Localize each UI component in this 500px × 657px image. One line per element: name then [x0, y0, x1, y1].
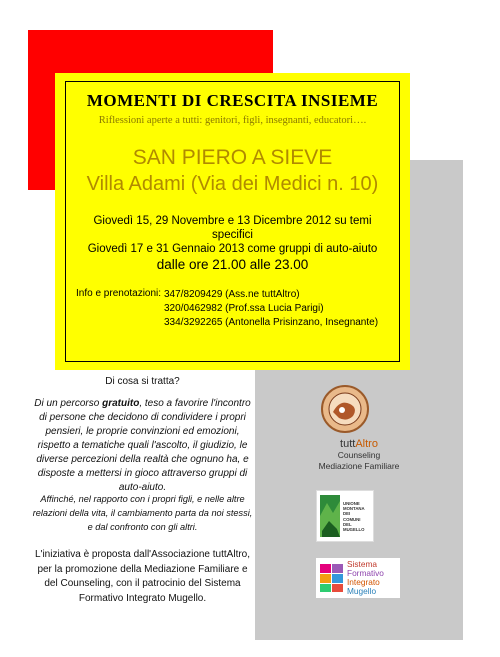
question-heading: Di cosa si tratta? — [105, 376, 180, 387]
event-title: MOMENTI DI CRESCITA INSIEME — [86, 91, 379, 110]
info-label: Info e prenotazioni: — [76, 288, 162, 299]
contact-line: 334/3292265 (Antonella Prisinzano, Insegnante) — [164, 317, 379, 328]
sistema-line: Integrato — [347, 577, 380, 587]
contact-line: 347/8209429 (Ass.ne tuttAltro) — [164, 289, 300, 300]
sponsor-paragraph: L'iniziativa è proposta dall'Associazione tuttAltro, per la promozione della Mediazione Familiare e del Counseling, con il patrocinio del Sistema Formativo Integrato Mugello. — [34, 549, 251, 604]
description-paragraph — [30, 397, 255, 495]
dates-line-2: Giovedì 17 e 31 Gennaio 2013 come gruppi di auto-aiuto — [87, 243, 378, 255]
sistema-line: Mugello — [347, 586, 377, 596]
sistema-line: Sistema — [347, 559, 377, 569]
unione-line: MUGELLO — [343, 527, 365, 533]
tuttaltro-sub-2: Mediazione Familiare — [318, 461, 400, 471]
info-section — [76, 288, 389, 330]
puzzle-logo-icon — [319, 563, 345, 593]
sistema-formativo-logo — [316, 558, 400, 598]
tuttaltro-caption — [255, 438, 463, 472]
unione-montana-logo — [316, 490, 374, 542]
p1-text-b: , teso a favorire l'incontro di persone che decidono di condividere i propri pensieri, le proprie convinzioni ed emozioni, rispetto a tematiche quali l'ascolto, il giudizio, le diverse percezioni della realtà che ognuno ha, e disposte a mettersi in gioco attraverso gruppi di auto-aiuto. — [36, 398, 251, 493]
unione-line: UNIONE — [343, 501, 360, 506]
sistema-line: Formativo — [347, 568, 384, 578]
event-hours: dalle ore 21.00 alle 23.00 — [156, 257, 309, 272]
tuttaltro-logo-icon — [320, 384, 370, 434]
event-box — [55, 73, 410, 370]
event-venue: Villa Adami (Via dei Medici n. 10) — [86, 173, 379, 195]
event-subtitle: Riflessioni aperte a tutti: genitori, figli, insegnanti, educatori…. — [98, 115, 367, 126]
tutt-suffix: Altro — [355, 438, 378, 450]
unione-line: MONTANA — [343, 506, 365, 512]
sistema-text — [347, 560, 384, 596]
tuttaltro-name — [255, 438, 463, 450]
event-place: SAN PIERO A SIEVE — [132, 146, 333, 169]
unione-text — [343, 501, 365, 532]
event-dates — [76, 214, 389, 256]
unione-line: COMUNI — [343, 516, 361, 522]
unione-line: DEI — [343, 511, 351, 517]
contact-list — [164, 288, 378, 330]
unione-line: DEL — [343, 521, 352, 527]
contact-line: 320/0462982 (Prof.ssa Lucia Parigi) — [164, 303, 324, 314]
p1-bold: gratuito — [102, 398, 140, 409]
purpose-paragraph: Affinché, nel rapporto con i propri figli, e nelle altre relazioni della vita, il cambiamento parta da noi stessi, e dal confronto con gli altri. — [32, 494, 253, 532]
tuttaltro-sub-1: Counseling — [337, 450, 381, 460]
p1-text-a: Di un percorso — [34, 398, 103, 409]
dates-line-1: Giovedì 15, 29 Novembre e 13 Dicembre 2012 su temi specifici — [93, 215, 372, 241]
tutt-prefix: tutt — [340, 438, 356, 450]
event-box-inner — [65, 81, 400, 362]
